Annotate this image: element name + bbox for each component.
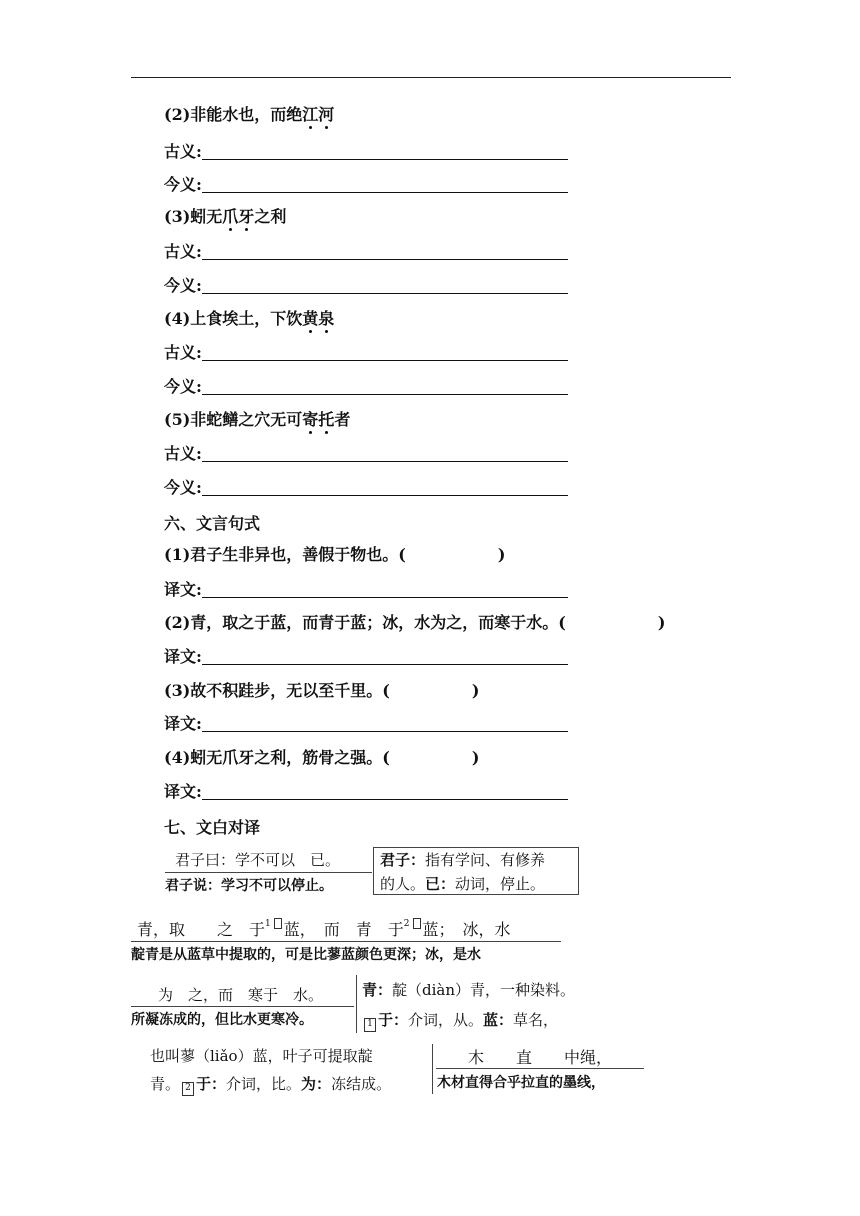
modern-meaning-line bbox=[164, 175, 568, 195]
answer-blank[interactable] bbox=[202, 242, 568, 260]
sentence-text: (1)君子生非异也，善假于物也。( bbox=[164, 545, 406, 564]
r1-note-line1 bbox=[380, 850, 545, 870]
r3-note-line1 bbox=[362, 980, 575, 1000]
translation-line bbox=[164, 714, 568, 734]
note-def-junzi-cont: 的人。 bbox=[380, 875, 426, 893]
note-def-lan: 草名， bbox=[513, 1011, 559, 1029]
answer-blank[interactable] bbox=[202, 647, 568, 665]
dotted-word: 黄泉 bbox=[302, 309, 335, 328]
note-marker-icon bbox=[274, 918, 282, 929]
sentence-text: (2)青，取之于蓝，而青于蓝；冰，水为之，而寒于水。( bbox=[164, 613, 566, 632]
r3-translation: 所凝冻成的，但比水更寒冷。 bbox=[131, 1012, 313, 1028]
note-marker-icon bbox=[413, 918, 421, 929]
r2-orig-c: 蓝； 冰，水 bbox=[422, 920, 511, 939]
modern-meaning-label: 今义: bbox=[164, 478, 202, 497]
note-def-qing: 靛（diàn）青，一种染料。 bbox=[392, 981, 576, 999]
r2-sup-1: 1 bbox=[265, 919, 271, 929]
r2-translation: 靛青是从蓝草中提取的，可是比蓼蓝颜色更深；冰，是水 bbox=[131, 947, 481, 963]
note-def-yi: 动词，停止。 bbox=[455, 875, 546, 893]
word-item bbox=[164, 105, 334, 125]
dotted-word: 寄托 bbox=[302, 410, 335, 429]
answer-blank[interactable] bbox=[202, 175, 568, 193]
r1-original: 君子曰：学不可以 已。 bbox=[175, 851, 341, 869]
r1-note-line2 bbox=[380, 874, 545, 894]
sentence-text: (4)蚓无爪牙之利，筋骨之强。( bbox=[164, 748, 390, 767]
r3-note-line2 bbox=[362, 1010, 558, 1032]
translation-line bbox=[164, 782, 568, 802]
answer-blank[interactable] bbox=[202, 276, 568, 294]
r2-original bbox=[137, 918, 511, 943]
translation-line bbox=[164, 647, 568, 667]
dotted-word: 江河 bbox=[302, 105, 335, 124]
r4-translation: 木材直得合乎拉直的墨线， bbox=[437, 1075, 605, 1091]
note-term-yu2: 于： bbox=[196, 1075, 227, 1093]
answer-blank[interactable] bbox=[202, 478, 568, 496]
r2-orig-b: 蓝， 而 青 于 bbox=[283, 920, 404, 939]
answer-blank[interactable] bbox=[202, 714, 568, 732]
r4-note-line2 bbox=[150, 1074, 391, 1096]
word-item bbox=[164, 207, 286, 227]
modern-meaning-line bbox=[164, 377, 568, 397]
sentence-item bbox=[164, 681, 479, 701]
note-def-junzi: 指有学问、有修养 bbox=[425, 851, 546, 869]
answer-blank[interactable] bbox=[202, 580, 568, 598]
modern-meaning-label: 今义: bbox=[164, 175, 202, 194]
word-item-text: (3)蚓无 bbox=[164, 207, 223, 226]
modern-meaning-label: 今义: bbox=[164, 377, 202, 396]
ancient-meaning-label: 古义: bbox=[164, 142, 202, 161]
word-item bbox=[164, 410, 350, 430]
answer-blank[interactable] bbox=[202, 782, 568, 800]
r2-orig-a: 青，取 之 于 bbox=[137, 920, 266, 939]
ancient-meaning-label: 古义: bbox=[164, 444, 202, 463]
word-item-text: (5)非蛇鳝之穴无可 bbox=[164, 410, 303, 429]
r3-note-bracket bbox=[356, 975, 357, 1033]
translation-label: 译文: bbox=[164, 580, 202, 599]
dotted-word: 爪牙 bbox=[222, 207, 255, 226]
close-paren: ) bbox=[497, 545, 506, 564]
answer-blank[interactable] bbox=[202, 444, 568, 462]
section-6-title: 六、文言句式 bbox=[164, 514, 261, 533]
translation-line bbox=[164, 580, 568, 600]
note-term-yu: 于： bbox=[378, 1011, 409, 1029]
r1-translation: 君子说：学习不可以停止。 bbox=[165, 878, 333, 894]
answer-blank[interactable] bbox=[202, 343, 568, 361]
note-term-junzi: 君子： bbox=[380, 851, 426, 869]
r3-original: 为 之，而 寒于 水。 bbox=[158, 986, 324, 1004]
translation-label: 译文: bbox=[164, 647, 202, 666]
sentence-item bbox=[164, 545, 505, 565]
close-paren: ) bbox=[471, 681, 480, 700]
note-def-wei: 冻结成。 bbox=[331, 1075, 392, 1093]
note-marker-1: 1 bbox=[364, 1018, 376, 1032]
translation-label: 译文: bbox=[164, 782, 202, 801]
r2-sup-2: 2 bbox=[403, 919, 410, 929]
r4-divider bbox=[436, 1068, 644, 1069]
word-item bbox=[164, 309, 334, 329]
r4-original: 木 直 中绳， bbox=[468, 1048, 613, 1067]
translation-label: 译文: bbox=[164, 714, 202, 733]
header-rule bbox=[131, 77, 731, 78]
note-def-lan-cont: 青。 bbox=[150, 1075, 181, 1093]
ancient-meaning-line bbox=[164, 343, 568, 363]
word-item-text: (2)非能水也，而绝 bbox=[164, 105, 303, 124]
r2-divider bbox=[131, 941, 561, 942]
note-term-yi: 已： bbox=[425, 875, 456, 893]
close-paren: ) bbox=[657, 613, 666, 632]
word-item-suffix: 之利 bbox=[254, 207, 287, 226]
note-def-yu: 介词，从。 bbox=[408, 1011, 484, 1029]
r1-divider bbox=[165, 872, 372, 873]
note-def-yu2: 介词，比。 bbox=[226, 1075, 302, 1093]
answer-blank[interactable] bbox=[202, 142, 568, 160]
note-term-qing: 青： bbox=[362, 981, 393, 999]
sentence-text: (3)故不积跬步，无以至千里。( bbox=[164, 681, 390, 700]
sentence-item bbox=[164, 748, 479, 768]
r4-note-line1: 也叫蓼（liǎo）蓝，叶子可提取靛 bbox=[150, 1047, 373, 1065]
r3-divider bbox=[131, 1006, 354, 1007]
word-item-suffix: 者 bbox=[334, 410, 351, 429]
note-term-wei: 为： bbox=[301, 1075, 332, 1093]
r4-note-bracket bbox=[432, 1044, 433, 1094]
note-marker-2: 2 bbox=[182, 1082, 194, 1096]
answer-blank[interactable] bbox=[202, 377, 568, 395]
modern-meaning-line bbox=[164, 478, 568, 498]
ancient-meaning-line bbox=[164, 142, 568, 162]
close-paren: ) bbox=[471, 748, 480, 767]
note-term-lan: 蓝： bbox=[483, 1011, 514, 1029]
sentence-item bbox=[164, 613, 665, 633]
word-item-text: (4)上食埃土，下饮 bbox=[164, 309, 303, 328]
ancient-meaning-label: 古义: bbox=[164, 343, 202, 362]
ancient-meaning-label: 古义: bbox=[164, 242, 202, 261]
ancient-meaning-line bbox=[164, 242, 568, 262]
modern-meaning-line bbox=[164, 276, 568, 296]
modern-meaning-label: 今义: bbox=[164, 276, 202, 295]
ancient-meaning-line bbox=[164, 444, 568, 464]
section-7-title: 七、文白对译 bbox=[164, 818, 261, 837]
